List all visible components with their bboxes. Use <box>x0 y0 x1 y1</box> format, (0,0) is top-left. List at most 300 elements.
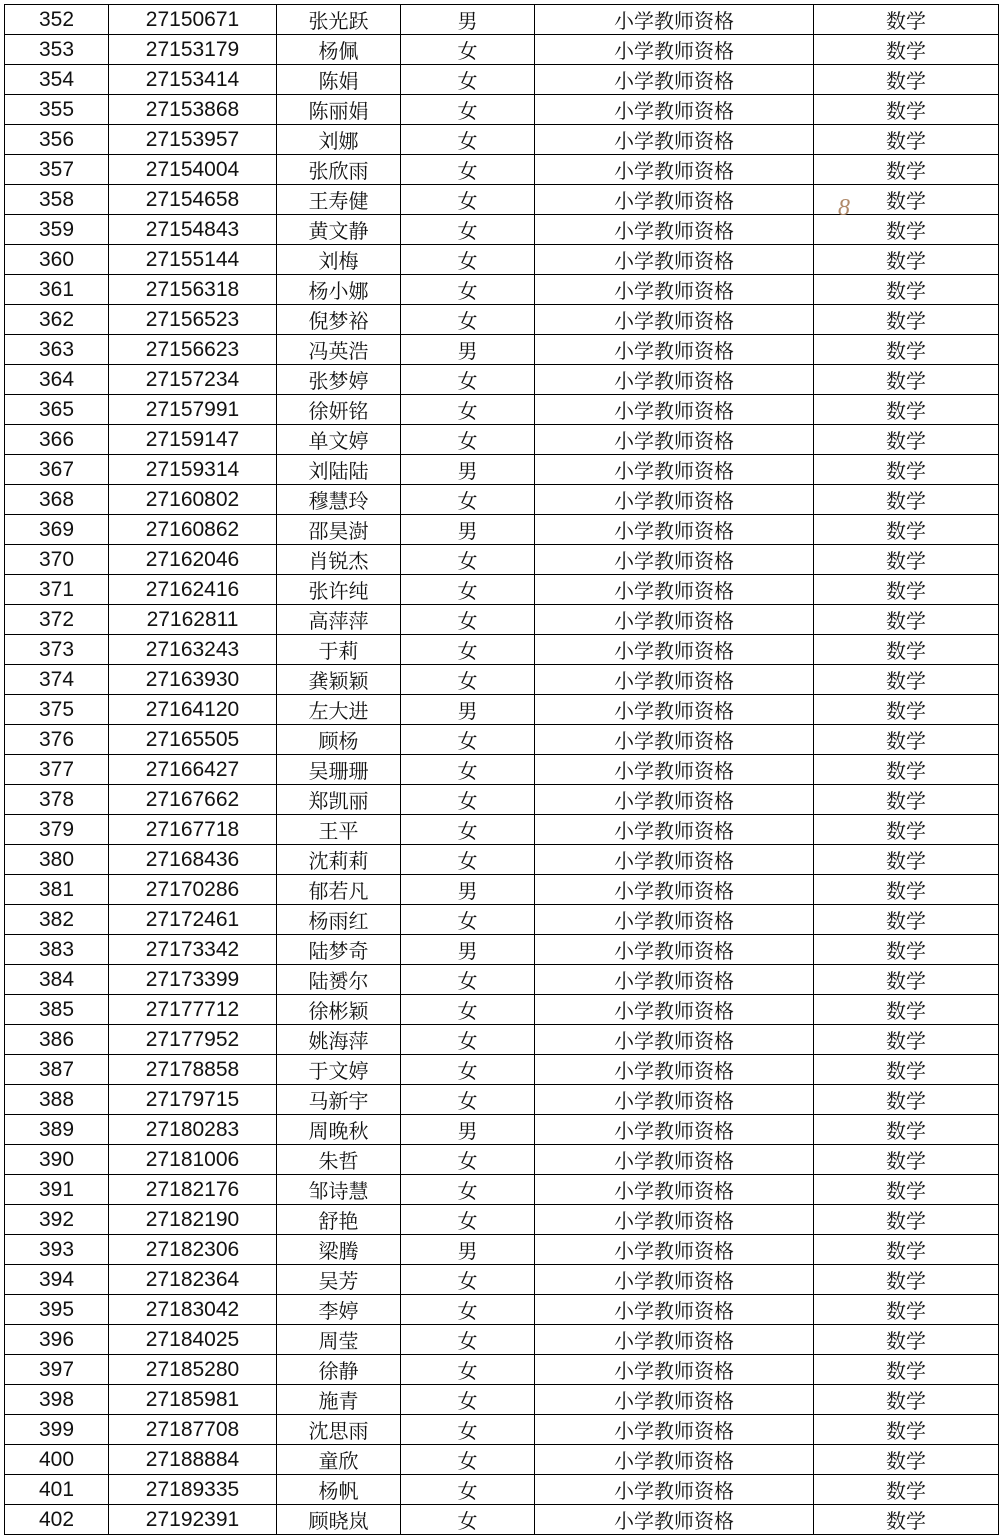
candidate-name-cell: 徐静 <box>277 1355 401 1385</box>
table-row <box>5 1445 999 1475</box>
serial-number-cell: 360 <box>5 245 109 275</box>
serial-number-cell: 363 <box>5 335 109 365</box>
exam-id-cell: 27183042 <box>109 1295 277 1325</box>
exam-id-cell: 27185981 <box>109 1385 277 1415</box>
table-row <box>5 245 999 275</box>
candidate-name-cell: 陈娟 <box>277 65 401 95</box>
table-row <box>5 1265 999 1295</box>
table-row <box>5 665 999 695</box>
qualification-cell: 小学教师资格 <box>535 845 814 875</box>
subject-cell: 数学 <box>814 35 999 65</box>
candidate-name-cell: 童欣 <box>277 1445 401 1475</box>
table-row <box>5 635 999 665</box>
subject-cell: 数学 <box>814 1025 999 1055</box>
table-row <box>5 455 999 485</box>
subject-cell: 数学 <box>814 125 999 155</box>
qualification-cell: 小学教师资格 <box>535 875 814 905</box>
candidate-name-cell: 邹诗慧 <box>277 1175 401 1205</box>
exam-id-cell: 27163930 <box>109 665 277 695</box>
subject-cell: 数学 <box>814 815 999 845</box>
qualification-cell: 小学教师资格 <box>535 305 814 335</box>
qualification-cell: 小学教师资格 <box>535 95 814 125</box>
exam-id-cell: 27178858 <box>109 1055 277 1085</box>
candidate-name-cell: 马新宇 <box>277 1085 401 1115</box>
exam-id-cell: 27160862 <box>109 515 277 545</box>
candidate-name-cell: 顾晓岚 <box>277 1505 401 1535</box>
table-row <box>5 65 999 95</box>
subject-cell: 数学 <box>814 95 999 125</box>
serial-number-cell: 402 <box>5 1505 109 1535</box>
candidate-name-cell: 高萍萍 <box>277 605 401 635</box>
subject-cell: 数学 <box>814 305 999 335</box>
subject-cell: 数学 <box>814 1385 999 1415</box>
qualification-cell: 小学教师资格 <box>535 1385 814 1415</box>
exam-id-cell: 27182190 <box>109 1205 277 1235</box>
gender-cell: 女 <box>401 1355 535 1385</box>
exam-id-cell: 27187708 <box>109 1415 277 1445</box>
gender-cell: 男 <box>401 695 535 725</box>
table-row <box>5 155 999 185</box>
subject-cell: 数学 <box>814 665 999 695</box>
candidate-name-cell: 吴珊珊 <box>277 755 401 785</box>
qualification-cell: 小学教师资格 <box>535 5 814 35</box>
gender-cell: 男 <box>401 1115 535 1145</box>
candidate-name-cell: 姚海萍 <box>277 1025 401 1055</box>
candidate-name-cell: 杨雨红 <box>277 905 401 935</box>
exam-id-cell: 27153868 <box>109 95 277 125</box>
subject-cell: 数学 <box>814 455 999 485</box>
exam-id-cell: 27165505 <box>109 725 277 755</box>
candidate-name-cell: 郁若凡 <box>277 875 401 905</box>
candidate-name-cell: 梁腾 <box>277 1235 401 1265</box>
table-row <box>5 905 999 935</box>
subject-cell: 数学 <box>814 1475 999 1505</box>
subject-cell: 数学 <box>814 1085 999 1115</box>
serial-number-cell: 399 <box>5 1415 109 1445</box>
gender-cell: 女 <box>401 1265 535 1295</box>
serial-number-cell: 376 <box>5 725 109 755</box>
subject-cell: 数学 <box>814 575 999 605</box>
subject-cell: 数学 <box>814 965 999 995</box>
candidate-name-cell: 周晚秋 <box>277 1115 401 1145</box>
candidate-name-cell: 于文婷 <box>277 1055 401 1085</box>
table-row <box>5 515 999 545</box>
qualification-cell: 小学教师资格 <box>535 1175 814 1205</box>
table-row <box>5 695 999 725</box>
qualification-cell: 小学教师资格 <box>535 605 814 635</box>
exam-id-cell: 27150671 <box>109 5 277 35</box>
exam-id-cell: 27168436 <box>109 845 277 875</box>
serial-number-cell: 361 <box>5 275 109 305</box>
candidate-name-cell: 朱哲 <box>277 1145 401 1175</box>
exam-id-cell: 27160802 <box>109 485 277 515</box>
table-row <box>5 1385 999 1415</box>
qualification-cell: 小学教师资格 <box>535 635 814 665</box>
subject-cell: 数学 <box>814 485 999 515</box>
qualification-cell: 小学教师资格 <box>535 455 814 485</box>
table-row <box>5 1055 999 1085</box>
qualification-cell: 小学教师资格 <box>535 215 814 245</box>
gender-cell: 女 <box>401 755 535 785</box>
roster-table-body <box>5 5 999 1535</box>
candidate-name-cell: 杨帆 <box>277 1475 401 1505</box>
qualification-cell: 小学教师资格 <box>535 365 814 395</box>
table-row <box>5 845 999 875</box>
serial-number-cell: 372 <box>5 605 109 635</box>
gender-cell: 女 <box>401 605 535 635</box>
table-row <box>5 575 999 605</box>
table-row <box>5 1505 999 1535</box>
exam-id-cell: 27182176 <box>109 1175 277 1205</box>
roster-table <box>4 4 999 1535</box>
candidate-name-cell: 王平 <box>277 815 401 845</box>
qualification-cell: 小学教师资格 <box>535 785 814 815</box>
exam-id-cell: 27153414 <box>109 65 277 95</box>
table-row <box>5 1115 999 1145</box>
exam-id-cell: 27192391 <box>109 1505 277 1535</box>
candidate-name-cell: 陆梦奇 <box>277 935 401 965</box>
qualification-cell: 小学教师资格 <box>535 905 814 935</box>
exam-id-cell: 27185280 <box>109 1355 277 1385</box>
gender-cell: 男 <box>401 875 535 905</box>
table-row <box>5 365 999 395</box>
serial-number-cell: 387 <box>5 1055 109 1085</box>
gender-cell: 男 <box>401 335 535 365</box>
serial-number-cell: 362 <box>5 305 109 335</box>
table-row <box>5 1085 999 1115</box>
exam-id-cell: 27177952 <box>109 1025 277 1055</box>
serial-number-cell: 381 <box>5 875 109 905</box>
candidate-name-cell: 张许纯 <box>277 575 401 605</box>
table-row <box>5 1355 999 1385</box>
serial-number-cell: 382 <box>5 905 109 935</box>
qualification-cell: 小学教师资格 <box>535 1265 814 1295</box>
subject-cell: 数学 <box>814 1325 999 1355</box>
candidate-name-cell: 吴芳 <box>277 1265 401 1295</box>
serial-number-cell: 380 <box>5 845 109 875</box>
table-row <box>5 545 999 575</box>
candidate-name-cell: 沈思雨 <box>277 1415 401 1445</box>
exam-id-cell: 27163243 <box>109 635 277 665</box>
qualification-cell: 小学教师资格 <box>535 755 814 785</box>
candidate-name-cell: 刘娜 <box>277 125 401 155</box>
candidate-name-cell: 王寿健 <box>277 185 401 215</box>
gender-cell: 女 <box>401 965 535 995</box>
exam-id-cell: 27172461 <box>109 905 277 935</box>
candidate-name-cell: 刘梅 <box>277 245 401 275</box>
serial-number-cell: 364 <box>5 365 109 395</box>
serial-number-cell: 401 <box>5 1475 109 1505</box>
qualification-cell: 小学教师资格 <box>535 815 814 845</box>
gender-cell: 男 <box>401 455 535 485</box>
gender-cell: 女 <box>401 1205 535 1235</box>
gender-cell: 女 <box>401 245 535 275</box>
candidate-name-cell: 倪梦裕 <box>277 305 401 335</box>
gender-cell: 女 <box>401 35 535 65</box>
exam-id-cell: 27156318 <box>109 275 277 305</box>
serial-number-cell: 400 <box>5 1445 109 1475</box>
candidate-name-cell: 徐妍铭 <box>277 395 401 425</box>
subject-cell: 数学 <box>814 1115 999 1145</box>
gender-cell: 女 <box>401 65 535 95</box>
table-row <box>5 425 999 455</box>
gender-cell: 女 <box>401 425 535 455</box>
serial-number-cell: 365 <box>5 395 109 425</box>
table-row <box>5 1415 999 1445</box>
candidate-name-cell: 周莹 <box>277 1325 401 1355</box>
table-row <box>5 935 999 965</box>
gender-cell: 男 <box>401 1235 535 1265</box>
exam-id-cell: 27170286 <box>109 875 277 905</box>
qualification-cell: 小学教师资格 <box>535 185 814 215</box>
qualification-cell: 小学教师资格 <box>535 155 814 185</box>
exam-id-cell: 27156523 <box>109 305 277 335</box>
exam-id-cell: 27153957 <box>109 125 277 155</box>
gender-cell: 女 <box>401 845 535 875</box>
serial-number-cell: 392 <box>5 1205 109 1235</box>
subject-cell: 数学 <box>814 695 999 725</box>
gender-cell: 女 <box>401 1175 535 1205</box>
subject-cell: 数学 <box>814 1505 999 1535</box>
serial-number-cell: 353 <box>5 35 109 65</box>
subject-cell: 数学 <box>814 545 999 575</box>
serial-number-cell: 366 <box>5 425 109 455</box>
subject-cell: 数学 <box>814 335 999 365</box>
serial-number-cell: 389 <box>5 1115 109 1145</box>
exam-id-cell: 27162046 <box>109 545 277 575</box>
serial-number-cell: 374 <box>5 665 109 695</box>
gender-cell: 男 <box>401 5 535 35</box>
candidate-name-cell: 张光跃 <box>277 5 401 35</box>
candidate-name-cell: 徐彬颖 <box>277 995 401 1025</box>
candidate-name-cell: 张欣雨 <box>277 155 401 185</box>
subject-cell: 数学 <box>814 185 999 215</box>
serial-number-cell: 358 <box>5 185 109 215</box>
candidate-name-cell: 杨佩 <box>277 35 401 65</box>
gender-cell: 女 <box>401 815 535 845</box>
table-row <box>5 1175 999 1205</box>
qualification-cell: 小学教师资格 <box>535 545 814 575</box>
candidate-name-cell: 于莉 <box>277 635 401 665</box>
candidate-name-cell: 黄文静 <box>277 215 401 245</box>
exam-id-cell: 27159314 <box>109 455 277 485</box>
serial-number-cell: 352 <box>5 5 109 35</box>
serial-number-cell: 391 <box>5 1175 109 1205</box>
serial-number-cell: 373 <box>5 635 109 665</box>
exam-id-cell: 27179715 <box>109 1085 277 1115</box>
gender-cell: 女 <box>401 395 535 425</box>
gender-cell: 女 <box>401 1085 535 1115</box>
serial-number-cell: 356 <box>5 125 109 155</box>
qualification-cell: 小学教师资格 <box>535 35 814 65</box>
subject-cell: 数学 <box>814 905 999 935</box>
exam-id-cell: 27180283 <box>109 1115 277 1145</box>
serial-number-cell: 397 <box>5 1355 109 1385</box>
subject-cell: 数学 <box>814 155 999 185</box>
qualification-cell: 小学教师资格 <box>535 515 814 545</box>
subject-cell: 数学 <box>814 785 999 815</box>
gender-cell: 女 <box>401 1295 535 1325</box>
exam-id-cell: 27184025 <box>109 1325 277 1355</box>
exam-id-cell: 27162811 <box>109 605 277 635</box>
handwritten-page-mark: 8 <box>838 195 850 221</box>
serial-number-cell: 359 <box>5 215 109 245</box>
subject-cell: 数学 <box>814 245 999 275</box>
candidate-name-cell: 穆慧玲 <box>277 485 401 515</box>
serial-number-cell: 396 <box>5 1325 109 1355</box>
qualification-cell: 小学教师资格 <box>535 665 814 695</box>
table-row <box>5 335 999 365</box>
gender-cell: 女 <box>401 665 535 695</box>
gender-cell: 女 <box>401 125 535 155</box>
exam-id-cell: 27181006 <box>109 1145 277 1175</box>
gender-cell: 女 <box>401 155 535 185</box>
subject-cell: 数学 <box>814 1445 999 1475</box>
table-row <box>5 965 999 995</box>
qualification-cell: 小学教师资格 <box>535 965 814 995</box>
exam-id-cell: 27156623 <box>109 335 277 365</box>
serial-number-cell: 383 <box>5 935 109 965</box>
qualification-cell: 小学教师资格 <box>535 1505 814 1535</box>
serial-number-cell: 368 <box>5 485 109 515</box>
table-row <box>5 95 999 125</box>
serial-number-cell: 375 <box>5 695 109 725</box>
exam-id-cell: 27157991 <box>109 395 277 425</box>
subject-cell: 数学 <box>814 1355 999 1385</box>
table-row <box>5 1325 999 1355</box>
exam-id-cell: 27189335 <box>109 1475 277 1505</box>
subject-cell: 数学 <box>814 635 999 665</box>
qualification-cell: 小学教师资格 <box>535 245 814 275</box>
qualification-cell: 小学教师资格 <box>535 1205 814 1235</box>
subject-cell: 数学 <box>814 1055 999 1085</box>
subject-cell: 数学 <box>814 755 999 785</box>
serial-number-cell: 379 <box>5 815 109 845</box>
serial-number-cell: 354 <box>5 65 109 95</box>
exam-id-cell: 27173342 <box>109 935 277 965</box>
gender-cell: 女 <box>401 995 535 1025</box>
serial-number-cell: 393 <box>5 1235 109 1265</box>
qualification-cell: 小学教师资格 <box>535 125 814 155</box>
subject-cell: 数学 <box>814 1415 999 1445</box>
exam-id-cell: 27177712 <box>109 995 277 1025</box>
gender-cell: 女 <box>401 1475 535 1505</box>
gender-cell: 女 <box>401 785 535 815</box>
serial-number-cell: 385 <box>5 995 109 1025</box>
serial-number-cell: 384 <box>5 965 109 995</box>
gender-cell: 女 <box>401 305 535 335</box>
gender-cell: 女 <box>401 1325 535 1355</box>
table-row <box>5 275 999 305</box>
gender-cell: 女 <box>401 725 535 755</box>
table-row <box>5 305 999 335</box>
qualification-cell: 小学教师资格 <box>535 935 814 965</box>
gender-cell: 女 <box>401 275 535 305</box>
exam-id-cell: 27154658 <box>109 185 277 215</box>
qualification-cell: 小学教师资格 <box>535 395 814 425</box>
candidate-name-cell: 单文婷 <box>277 425 401 455</box>
subject-cell: 数学 <box>814 395 999 425</box>
subject-cell: 数学 <box>814 1205 999 1235</box>
serial-number-cell: 388 <box>5 1085 109 1115</box>
gender-cell: 女 <box>401 1025 535 1055</box>
candidate-name-cell: 刘陆陆 <box>277 455 401 485</box>
table-row <box>5 755 999 785</box>
exam-id-cell: 27167662 <box>109 785 277 815</box>
subject-cell: 数学 <box>814 515 999 545</box>
qualification-cell: 小学教师资格 <box>535 1145 814 1175</box>
table-row <box>5 1295 999 1325</box>
qualification-cell: 小学教师资格 <box>535 335 814 365</box>
qualification-cell: 小学教师资格 <box>535 725 814 755</box>
qualification-cell: 小学教师资格 <box>535 575 814 605</box>
candidate-name-cell: 左大进 <box>277 695 401 725</box>
table-row <box>5 815 999 845</box>
qualification-cell: 小学教师资格 <box>535 1355 814 1385</box>
qualification-cell: 小学教师资格 <box>535 995 814 1025</box>
table-row <box>5 485 999 515</box>
gender-cell: 女 <box>401 545 535 575</box>
subject-cell: 数学 <box>814 935 999 965</box>
table-row <box>5 605 999 635</box>
subject-cell: 数学 <box>814 995 999 1025</box>
serial-number-cell: 394 <box>5 1265 109 1295</box>
table-row <box>5 395 999 425</box>
candidate-name-cell: 张梦婷 <box>277 365 401 395</box>
gender-cell: 男 <box>401 935 535 965</box>
table-row <box>5 1475 999 1505</box>
gender-cell: 女 <box>401 215 535 245</box>
table-row <box>5 785 999 815</box>
table-row <box>5 5 999 35</box>
qualification-cell: 小学教师资格 <box>535 1085 814 1115</box>
qualification-cell: 小学教师资格 <box>535 1235 814 1265</box>
subject-cell: 数学 <box>814 365 999 395</box>
exam-id-cell: 27173399 <box>109 965 277 995</box>
exam-id-cell: 27182364 <box>109 1265 277 1295</box>
gender-cell: 女 <box>401 1415 535 1445</box>
qualification-cell: 小学教师资格 <box>535 695 814 725</box>
subject-cell: 数学 <box>814 5 999 35</box>
candidate-name-cell: 沈莉莉 <box>277 845 401 875</box>
exam-id-cell: 27155144 <box>109 245 277 275</box>
exam-id-cell: 27153179 <box>109 35 277 65</box>
subject-cell: 数学 <box>814 425 999 455</box>
table-row <box>5 875 999 905</box>
serial-number-cell: 377 <box>5 755 109 785</box>
serial-number-cell: 378 <box>5 785 109 815</box>
gender-cell: 女 <box>401 905 535 935</box>
gender-cell: 女 <box>401 635 535 665</box>
candidate-name-cell: 冯英浩 <box>277 335 401 365</box>
exam-id-cell: 27167718 <box>109 815 277 845</box>
table-row <box>5 125 999 155</box>
table-row <box>5 725 999 755</box>
qualification-cell: 小学教师资格 <box>535 275 814 305</box>
gender-cell: 女 <box>401 1055 535 1085</box>
gender-cell: 女 <box>401 95 535 125</box>
serial-number-cell: 390 <box>5 1145 109 1175</box>
candidate-name-cell: 杨小娜 <box>277 275 401 305</box>
subject-cell: 数学 <box>814 875 999 905</box>
subject-cell: 数学 <box>814 845 999 875</box>
exam-id-cell: 27162416 <box>109 575 277 605</box>
qualification-cell: 小学教师资格 <box>535 485 814 515</box>
exam-id-cell: 27157234 <box>109 365 277 395</box>
serial-number-cell: 355 <box>5 95 109 125</box>
serial-number-cell: 357 <box>5 155 109 185</box>
table-row <box>5 1025 999 1055</box>
